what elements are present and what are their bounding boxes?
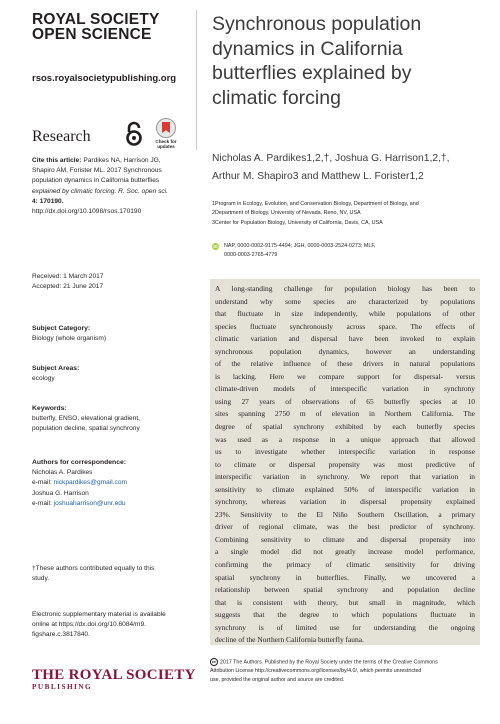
accepted-date: Accepted: 21 June 2017 [32, 283, 104, 291]
abstract-line: a single model did not greatly increase model performance, [215, 547, 475, 557]
supplementary-link[interactable]: online at https://dx.doi.org/10.6084/m9. [32, 621, 146, 629]
abstract-line: Combining sensitivity to climate and dispersal propensity into [215, 534, 475, 544]
journal-name-line1: ROYAL SOCIETY [32, 11, 160, 28]
abstract-line: species fluctuate synchronously across space. The effects of [215, 321, 475, 331]
supplementary-material-note: Electronic supplementary material is available online at https://dx.doi.org/10.6084/m9. figshare.c.3817840. [32, 610, 192, 641]
abstract-line: of the relative influence of these drivers in natural populations [215, 359, 475, 369]
copyright-icon: cc [211, 660, 217, 664]
dates-block [32, 272, 192, 292]
column-divider [196, 10, 197, 150]
received-date: Received: 1 March 2017 [32, 273, 104, 280]
abstract-line: decline of the Northern California butterfly fauna. [215, 635, 364, 645]
check-updates-icon [156, 118, 176, 138]
open-access-icon [124, 121, 144, 147]
abstract-line: us to investigate whether interspecific variation in response [215, 447, 475, 457]
citation-block: Cite this article: Pardikes NA, Harrison JG, Shapiro AM, Forister ML. 2017 Synchronous population dynamics in California butterflies explained by climatic forcing. R. Soc. open sci. 4: 170190. http://dx.doi.org/10.1098/rsos.170190 [32, 156, 192, 217]
abstract-line: to climate or dispersal propensity was most predictive of [215, 459, 475, 469]
abstract-line: sensitivity to climate explained 50% of interspecific variation in [215, 484, 475, 494]
abstract-line: spatial synchrony in butterflies. Finally, we uncovered a [215, 572, 475, 582]
abstract-line: synchrony, whereas variation in dispersal propensity explained [215, 497, 475, 507]
abstract-line: driver of regional climate, was the best predictor of synchrony. [215, 522, 475, 532]
equal-contribution-note: †These authors contributed equally to this study. [32, 565, 155, 583]
section-label: Research [32, 128, 91, 145]
abstract-line: climatic variation and dispersal have been invoked to explain [215, 334, 475, 344]
abstract-line: was used as a response in a unique approach that allowed [215, 434, 475, 444]
abstract-line: that fluctuate in size independently, while populations of other [215, 309, 475, 319]
abstract-line: that is consistent with theory, but small in magnitude, which [215, 597, 475, 607]
citation-doi-link[interactable]: http://dx.doi.org/10.1098/rsos.170190 [32, 208, 142, 216]
orcid-icon[interactable]: iD [213, 244, 218, 249]
journal-name-line2: OPEN SCIENCE [32, 26, 152, 43]
publisher-logo: THE ROYAL SOCIETY PUBLISHING [32, 667, 196, 691]
abstract-line: degree of spatial synchrony exhibited by each butterfly species [215, 422, 475, 432]
abstract-line: confirming the primacy of climatic sensitivity for driving [215, 560, 475, 570]
abstract-line: sites spanning 2750 m of elevation in Northern California. The [215, 409, 475, 419]
abstract-line: using 27 years of observations of 65 butterfly species at 10 [215, 396, 475, 406]
abstract-line: interspecific variation in synchrony. We report that variation in [215, 472, 475, 482]
affiliations: 1Program in Ecology, Evolution, and Conservation Biology, Department of Biology, and 2Department of Biology, University of Nevada, Reno, NV, USA 3Center for Population Biology, University of California, Davis, CA, USA [212, 201, 419, 226]
abstract-line: understand why some species are characterized by populations [215, 296, 475, 306]
journal-website[interactable]: rsos.royalsocietypublishing.org [32, 73, 177, 84]
check-for-updates-button[interactable]: Check for updates [150, 118, 182, 149]
email-link-harrison[interactable]: joshuaharrison@unr.edu [53, 499, 126, 507]
license-notice: cc 2017 The Authors. Published by the Royal Society under the terms of the Creative Commons Attribution License http://creativecommons.org/licenses/by/4.0/, which permits unrestricted use, provided the original author and source are credited. [210, 659, 438, 683]
journal-logo [32, 12, 160, 42]
abstract-box [210, 279, 480, 645]
abstract-line: is lacking. Here we compare support for dispersal- versus [215, 371, 475, 381]
abstract-line: suggests that the degree to which populations fluctuate in [215, 610, 475, 620]
abstract-line: 23%. Sensitivity to the El Niño Southern Oscillation, a primary [215, 509, 475, 519]
abstract-line: climate-driven models of interspecific variation in synchrony [215, 384, 475, 394]
correspondence-block: Authors for correspondence: Nicholas A. Pardikes e-mail: nickpardikes@gmail.com Joshua G. Harrison e-mail: joshuaharrison@unr.edu [32, 459, 128, 507]
article-title: Synchronous population dynamics in California butterflies explained by climatic forcing [212, 13, 422, 109]
abstract-line: synchronous population dynamics, however an understanding [215, 346, 475, 356]
email-link-pardikes[interactable]: nickpardikes@gmail.com [53, 479, 128, 487]
abstract-line: relationship between spatial synchrony and population decline [215, 585, 475, 595]
abstract-line: A long-standing challenge for population biology has been to [215, 284, 475, 293]
abstract-line: synchrony is of limited use for understanding the ongoing [215, 622, 475, 632]
subject-category: Subject Category: Biology (whole organism) [32, 325, 107, 343]
keywords: Keywords: butterfly, ENSO, elevational gradient, population decline, spatial synchrony [32, 405, 140, 433]
author-list: Nicholas A. Pardikes1,2,†, Joshua G. Harrison1,2,†, Arthur M. Shapiro3 and Matthew L. Forister1,2 [212, 153, 450, 182]
subject-areas: Subject Areas: ecology [32, 365, 80, 383]
